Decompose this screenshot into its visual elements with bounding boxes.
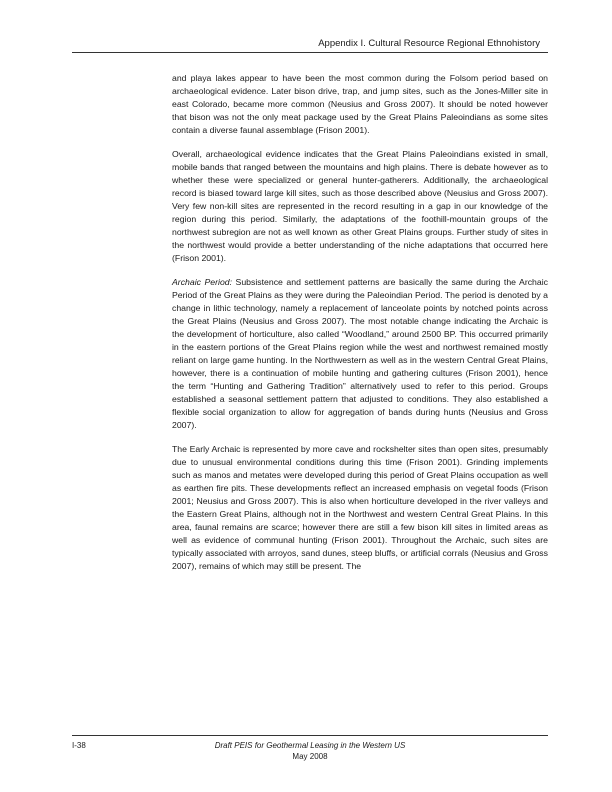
paragraph-paleoindian-summary: Overall, archaeological evidence indicates that the Great Plains Paleoindians existed in small, mobile bands that ranged between the mountains and high plains. There is debate however as to whether these were specialized or general hunter-gatherers. Additionally, the archaeological record is biased toward large kill sites, such as those described above (Neusius and Gross 2007). Very few non-kill sites are represented in the record resulting in a gap in our knowledge of the region during this period. Similarly, the adaptations of the foothill-mountain groups of the northwest subregion are not as well known as other Great Plains groups. Further study of sites in the northwest would provide a better understanding of the niche adaptations that occurred here (Frison 2001). [172,149,548,263]
archaic-period-text: Subsistence and settlement patterns are basically the same during the Archaic Period of the Great Plains as they were during the Paleoindian Period. The period is denoted by a change in lithic technology, namely a replacement of lanceolate points by notched points across the Great Plains (Neusius and Gross 2007). The most notable change indicating the Archaic is the development of horticulture, also called “Woodland,” around 2500 BP. This occurred primarily in the eastern portions of the Great Plains region while the west and northwest remained mostly reliant on large game hunting. In the Northwestern as well as in the western Central Great Plains, however, there is a continuation of mobile hunting and gathering cultures (Frison 2001), hence the term “Hunting and Gathering Tradition” alternatively used to refer to this period. Groups established a seasonal settlement pattern that adjusted to conditions. They also established a flexible social organization to allow for aggregation of bands during hunts (Neusius and Gross 2007). [172,277,548,430]
footer-document-title: Draft PEIS for Geothermal Leasing in the Western US [214,741,406,750]
body-text [172,72,548,584]
archaic-period-heading: Archaic Period: [172,277,233,287]
header-rule [72,52,548,53]
running-header: Appendix I. Cultural Resource Regional Ethnohistory [318,38,540,49]
footer-rule [72,735,548,736]
paragraph-folsom: and playa lakes appear to have been the most common during the Folsom period based on archaeological evidence. Later bison drive, trap, and jump sites, such as the Jones-Miller site in east Colorado, became more common (Neusius and Gross 2007). It should be noted however that bison was not the only meat package used by the Great Plains Paleoindians as some sites contain a diverse faunal assemblage (Frison 2001). [172,73,548,135]
footer-date: May 2008 [292,752,328,761]
paragraph-early-archaic: The Early Archaic is represented by more cave and rockshelter sites than open sites, presumably due to unusual environmental conditions during this time (Frison 2001). Grinding implements such as manos and metates were developed during this period of Great Plains occupation as well as earthen fire pits. These developments reflect an increased emphasis on vegetal foods (Frison 2001; Neusius and Gross 2007). This is also when horticulture developed in the river valleys and the Eastern Great Plains, although not in the Northwest and western Central Great Plains. In this area, faunal remains are scarce; however there are still a few bison kill sites in limited areas as well as evidence of communal hunting (Frison 2001). Throughout the Archaic, such sites are typically associated with arroyos, sand dunes, steep bluffs, or artificial corrals (Neusius and Gross 2007), remains of which may still be present. The [172,444,548,571]
page-number: I-38 [72,741,86,750]
paragraph-archaic-period [172,276,548,432]
